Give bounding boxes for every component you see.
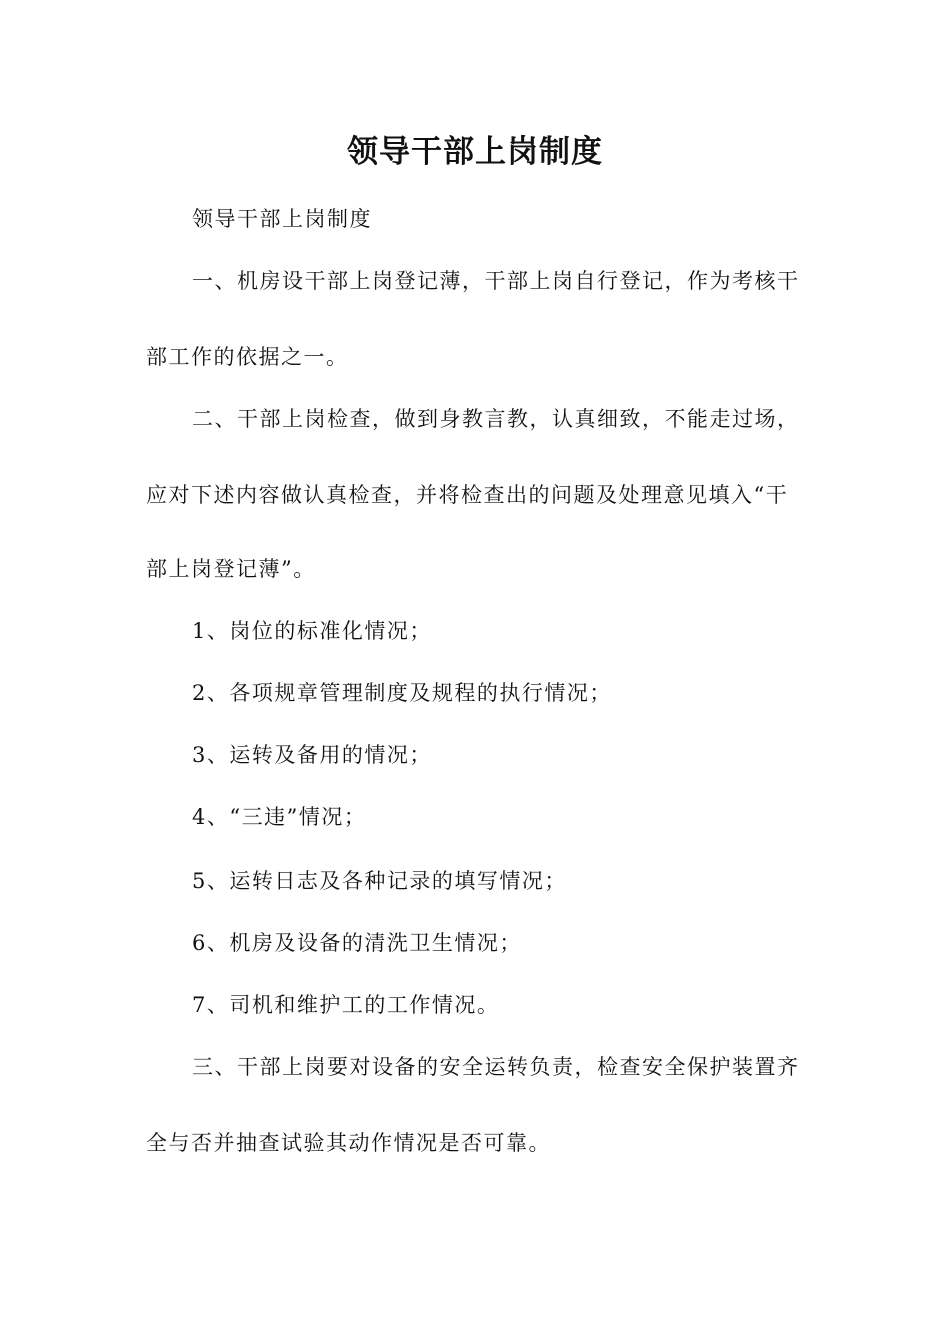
list-item: 6、机房及设备的清洗卫生情况； (192, 931, 522, 955)
text-line: 一、机房设干部上岗登记薄，干部上岗自行登记，作为考核干 (192, 269, 800, 293)
list-item: 3、运转及备用的情况； (192, 743, 432, 767)
document-title: 领导干部上岗制度 (347, 134, 603, 170)
text-line: 全与否并抽查试验其动作情况是否可靠。 (146, 1131, 551, 1155)
text-line: 三、干部上岗要对设备的安全运转负责，检查安全保护装置齐 (192, 1055, 800, 1079)
text-line: 应对下述内容做认真检查，并将检查出的问题及处理意见填入“干 (146, 483, 789, 507)
list-item: 5、运转日志及各种记录的填写情况； (192, 869, 567, 893)
list-item: 7、司机和维护工的工作情况。 (192, 993, 500, 1017)
list-item: 4、“三违”情况； (192, 805, 367, 829)
text-line: 部工作的依据之一。 (146, 345, 349, 369)
text-line: 部上岗登记薄”。 (146, 557, 316, 581)
list-item: 2、各项规章管理制度及规程的执行情况； (192, 681, 612, 705)
list-item: 1、岗位的标准化情况； (192, 619, 432, 643)
text-line: 二、干部上岗检查，做到身教言教，认真细致，不能走过场， (192, 407, 800, 431)
document-subtitle: 领导干部上岗制度 (192, 207, 372, 231)
